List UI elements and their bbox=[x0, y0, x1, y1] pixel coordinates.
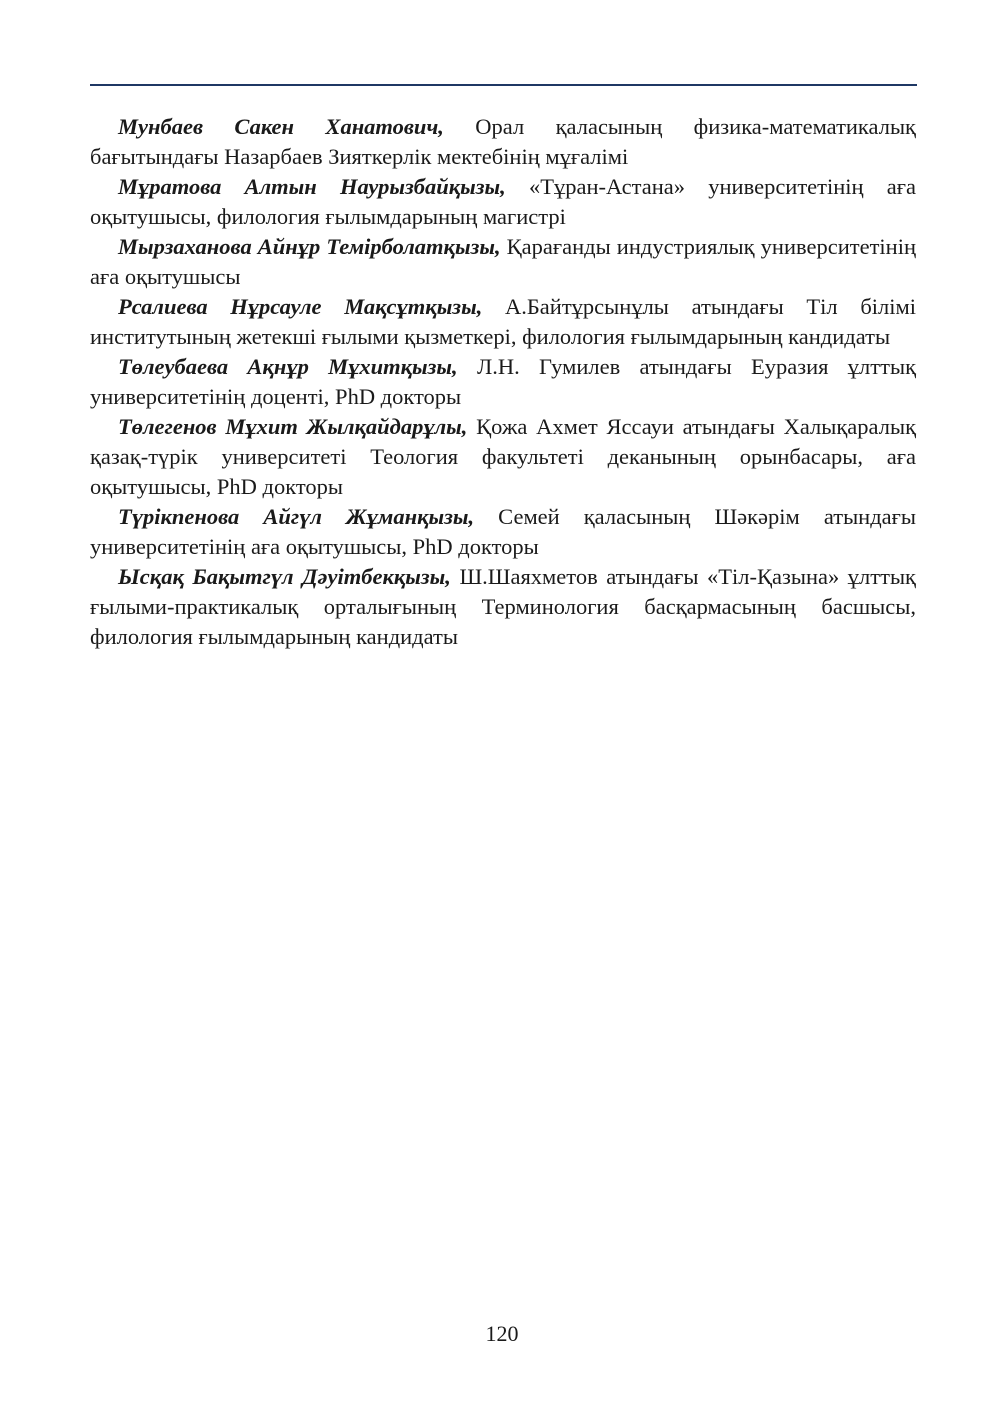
author-entry bbox=[90, 502, 916, 562]
author-entry bbox=[90, 232, 916, 292]
author-description: «Тұран-Астана» университетінің аға оқытушысы, филология ғылымдарының магистрі bbox=[90, 174, 917, 229]
author-description: Л.Н. Гумилев атындағы Еуразия ұлттық университетінің доценті, PhD докторы bbox=[90, 354, 916, 409]
author-name: Мунбаев Сакен Ханатович, bbox=[118, 114, 444, 139]
author-entry bbox=[90, 352, 916, 412]
author-description: Ш.Шаяхметов атындағы «Тіл-Қазына» ұлттық ғылыми-практикалық орталығының Терминология басқармасының басшысы, филология ғылымдарының кандидаты bbox=[90, 564, 916, 649]
author-name: Түрікпенова Айгүл Жұманқызы, bbox=[118, 504, 475, 529]
author-name: Мырзаханова Айнұр Темірболатқызы, bbox=[118, 234, 501, 259]
author-description: Қожа Ахмет Яссауи атындағы Халықаралық қазақ-түрік университеті Теология факультеті деканының орынбасары, аға оқытушысы, PhD докторы bbox=[90, 414, 916, 499]
author-name: Төлегенов Мұхит Жылқайдарұлы, bbox=[118, 414, 468, 439]
author-entry bbox=[90, 412, 916, 502]
author-entry bbox=[90, 172, 916, 232]
author-description: Семей қаласының Шәкәрім атындағы университетінің аға оқытушысы, PhD докторы bbox=[90, 504, 917, 559]
author-name: Ысқақ Бақытгүл Дәуітбекқызы, bbox=[118, 564, 451, 589]
author-description: А.Байтұрсынұлы атындағы Тіл білімі институтының жетекші ғылыми қызметкері, филология ғылымдарының кандидаты bbox=[90, 294, 916, 349]
author-entry bbox=[90, 292, 916, 352]
page-number: 120 bbox=[485, 1321, 519, 1346]
author-entry bbox=[90, 562, 916, 652]
author-name: Төлеубаева Ақнұр Мұхитқызы, bbox=[118, 354, 458, 379]
author-description: Қарағанды индустриялық университетінің аға оқытушысы bbox=[90, 234, 916, 289]
author-entry bbox=[90, 112, 916, 172]
author-name: Рсалиева Нұрсауле Мақсұтқызы, bbox=[118, 294, 483, 319]
author-description: Орал қаласының физика-математикалық бағытындағы Назарбаев Зияткерлік мектебінің мұғалімі bbox=[90, 114, 916, 169]
author-name: Мұратова Алтын Наурызбайқызы, bbox=[118, 174, 506, 199]
author-list bbox=[90, 112, 916, 652]
header-rule bbox=[90, 84, 917, 86]
